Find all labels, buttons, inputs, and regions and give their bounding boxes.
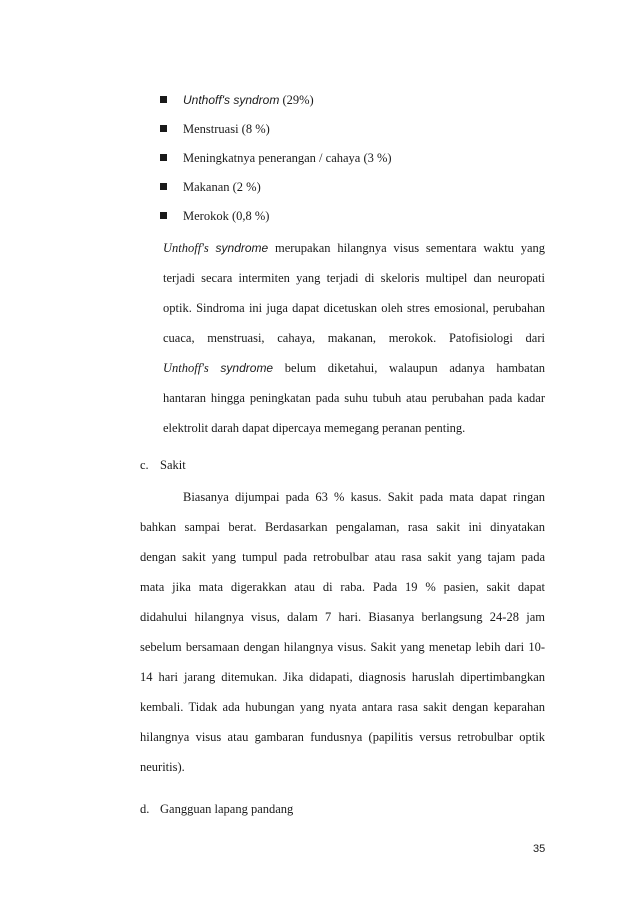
paragraph-line: bahkan sampai berat. Berdasarkan pengalaman, rasa sakit ini dinyatakan <box>140 520 545 534</box>
bullet-list <box>160 92 560 237</box>
line-text: belum diketahui, walaupun adanya hambatan <box>284 361 546 375</box>
section-title: Sakit <box>160 458 186 472</box>
paragraph-line: kembali. Tidak ada hubungan yang nyata antara rasa sakit dengan keparahan <box>140 700 545 714</box>
paragraph-line: Biasanya dijumpai pada 63 % kasus. Sakit pada mata dapat ringan <box>183 490 545 504</box>
paragraph-line: dengan sakit yang tumpul pada retrobulbar atau rasa sakit yang tajam pada <box>140 550 545 564</box>
paragraph-line: 14 hari jarang ditemukan. Jika didapati, diagnosis haruslah dipertimbangkan <box>140 670 545 684</box>
term-italic: Unthoff's <box>163 241 209 255</box>
section-heading-c <box>140 456 186 474</box>
bullet-square-icon <box>160 183 167 190</box>
bullet-item <box>160 92 560 121</box>
bullet-square-icon <box>160 125 167 132</box>
paragraph-line: hantaran hingga peningkatan pada suhu tubuh atau perubahan pada kadar <box>163 391 545 405</box>
paragraph-line: hilangnya visus atau gambaran fundusnya (papilitis versus retrobulbar optik <box>140 730 545 744</box>
term-italic-sans: syndrome <box>215 241 269 255</box>
paragraph-line: sebelum bersamaan dengan hilangnya visus. Sakit yang menetap lebih dari 10- <box>140 640 545 654</box>
bullet-text: Meningkatnya penerangan / cahaya (3 %) <box>183 151 392 165</box>
unthoff-paragraph <box>163 233 545 443</box>
bullet-text: Merokok (0,8 %) <box>183 209 270 223</box>
section-heading-d <box>140 800 293 818</box>
paragraph-line: cuaca, menstruasi, cahaya, makanan, merokok. Patofisiologi dari <box>163 331 545 345</box>
paragraph-line: mata jika mata digerakkan atau di raba. Pada 19 % pasien, sakit dapat <box>140 580 545 594</box>
bullet-square-icon <box>160 154 167 161</box>
paragraph-line: neuritis). <box>140 760 185 774</box>
bullet-item <box>160 121 560 150</box>
bullet-square-icon <box>160 96 167 103</box>
bullet-square-icon <box>160 212 167 219</box>
paragraph-line: terjadi secara intermiten yang terjadi di skeloris multipel dan neuropati <box>163 271 545 285</box>
paragraph-line: didahului hilangnya visus, dalam 7 hari. Biasanya berlangsung 24-28 jam <box>140 610 545 624</box>
term-italic-sans: syndrome <box>220 361 274 375</box>
term-italic: Unthoff's <box>163 361 209 375</box>
bullet-text: Menstruasi (8 %) <box>183 122 270 136</box>
bullet-text: Makanan (2 %) <box>183 180 261 194</box>
bullet-text: (29%) <box>279 93 314 107</box>
bullet-item <box>160 150 560 179</box>
line-text: merupakan hilangnya visus sementara waktu yang <box>275 241 546 255</box>
page-number: 35 <box>533 843 546 855</box>
section-label: c. <box>140 458 149 472</box>
paragraph-line: optik. Sindroma ini juga dapat dicetuskan oleh stres emosional, perubahan <box>163 301 545 315</box>
sakit-paragraph <box>140 482 545 782</box>
section-title: Gangguan lapang pandang <box>160 802 294 816</box>
paragraph-line <box>163 233 545 263</box>
bullet-item <box>160 179 560 208</box>
bullet-italic-term: Unthoff's syndrom <box>183 93 280 107</box>
section-label: d. <box>140 802 150 816</box>
paragraph-line <box>163 353 545 383</box>
paragraph-line: elektrolit darah dapat dipercaya memegang peranan penting. <box>163 421 466 435</box>
